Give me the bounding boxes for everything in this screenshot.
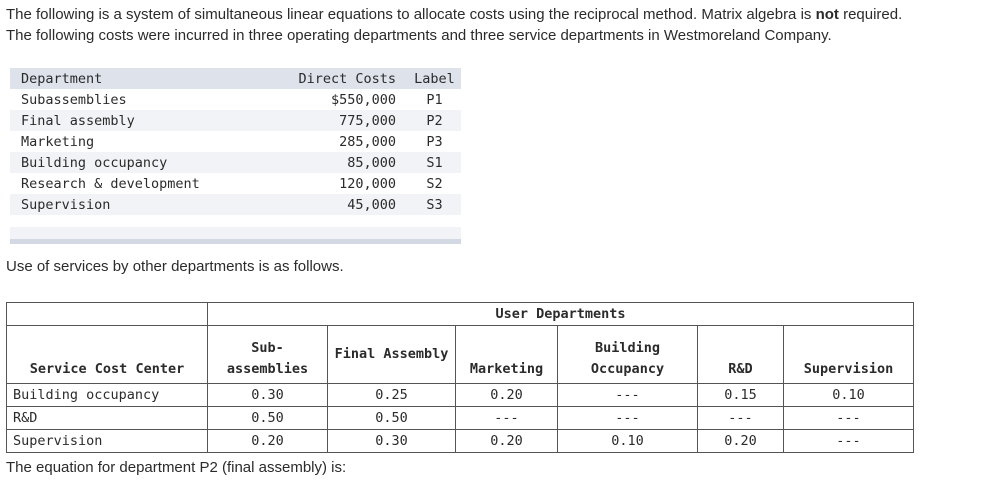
table-row — [10, 131, 461, 152]
usage-value: 0.10 — [784, 384, 914, 407]
direct-cost: 45,000 — [347, 196, 396, 213]
header-subassemblies: Sub- assemblies — [208, 326, 328, 384]
direct-cost: 120,000 — [339, 175, 396, 192]
header-blank — [7, 303, 208, 326]
usage-value: --- — [784, 430, 914, 453]
instructions — [6, 4, 902, 46]
usage-value: 0.20 — [698, 430, 784, 453]
table-row — [7, 384, 914, 407]
table-row — [7, 407, 914, 430]
usage-value: --- — [698, 407, 784, 430]
header-rd: R&D — [698, 326, 784, 384]
table-footer-bar — [10, 239, 461, 244]
usage-value: 0.30 — [208, 384, 328, 407]
usage-value: 0.20 — [456, 384, 558, 407]
usage-value: 0.25 — [328, 384, 456, 407]
service-center-name: Building occupancy — [7, 384, 208, 407]
direct-cost: $550,000 — [330, 91, 396, 108]
department-label: P3 — [426, 133, 443, 150]
header-direct-costs: Direct Costs — [298, 70, 396, 87]
direct-cost: 285,000 — [339, 133, 396, 150]
header-supervision: Supervision — [784, 326, 914, 384]
department-name: Supervision — [21, 196, 111, 213]
direct-costs-table — [10, 68, 461, 244]
usage-column-header-row — [7, 326, 914, 384]
usage-value: 0.20 — [456, 430, 558, 453]
department-name: Marketing — [21, 133, 95, 150]
department-label: P1 — [426, 91, 443, 108]
table-row — [10, 194, 461, 215]
header-department: Department — [21, 70, 103, 87]
usage-value: --- — [456, 407, 558, 430]
intro-line-2: The following costs were incurred in three operating departments and three service departments in Westmoreland Company. — [6, 27, 832, 44]
service-center-name: R&D — [7, 407, 208, 430]
usage-value: 0.15 — [698, 384, 784, 407]
header-final-assembly: Final Assembly — [328, 326, 456, 384]
header-marketing: Marketing — [456, 326, 558, 384]
header-label: Label — [414, 70, 455, 87]
usage-value: 0.20 — [208, 430, 328, 453]
header-building-occupancy: Building Occupancy — [558, 326, 698, 384]
header-service-cost-center: Service Cost Center — [7, 326, 208, 384]
table-row — [10, 173, 461, 194]
department-name: Building occupancy — [21, 154, 168, 171]
table-row — [10, 89, 461, 110]
usage-group-header-row — [7, 303, 914, 326]
usage-value: --- — [558, 384, 698, 407]
table-spacer — [10, 227, 461, 239]
usage-value: 0.50 — [208, 407, 328, 430]
service-usage-table — [6, 302, 914, 453]
department-label: S1 — [426, 154, 443, 171]
department-label: S2 — [426, 175, 443, 192]
cost-table-header — [10, 68, 461, 89]
table-row — [10, 110, 461, 131]
usage-value: --- — [558, 407, 698, 430]
service-center-name: Supervision — [7, 430, 208, 453]
table-row — [10, 152, 461, 173]
usage-value: --- — [784, 407, 914, 430]
department-label: P2 — [426, 112, 443, 129]
department-name: Research & development — [21, 175, 200, 192]
direct-cost: 85,000 — [347, 154, 396, 171]
intro-line-1: The following is a system of simultaneous linear equations to allocate costs using the reciprocal method. Matrix algebra is not required. — [6, 6, 903, 23]
table-row — [7, 430, 914, 453]
usage-intro: Use of services by other departments is as follows. — [6, 258, 344, 275]
usage-value: 0.50 — [328, 407, 456, 430]
usage-value: 0.10 — [558, 430, 698, 453]
department-label: S3 — [426, 196, 443, 213]
direct-cost: 775,000 — [339, 112, 396, 129]
emphasis-not: not — [815, 6, 839, 23]
department-name: Subassemblies — [21, 91, 127, 108]
equation-prompt: The equation for department P2 (final assembly) is: — [6, 459, 347, 476]
table-spacer — [10, 215, 461, 227]
usage-value: 0.30 — [328, 430, 456, 453]
department-name: Final assembly — [21, 112, 135, 129]
header-user-departments: User Departments — [208, 303, 914, 326]
